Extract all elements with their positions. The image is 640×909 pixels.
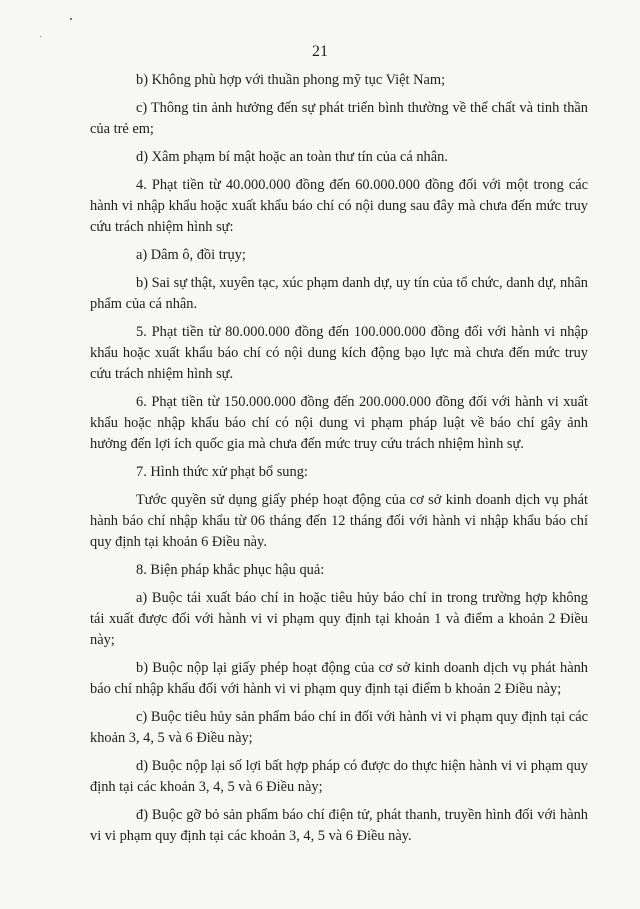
document-body: [90, 70, 588, 854]
paragraph: c) Buộc tiêu hủy sản phẩm báo chí in đối với hành vi vi phạm quy định tại các khoản 3, 4, 5 và 6 Điều này;: [90, 709, 588, 746]
paragraph: 5. Phạt tiền từ 80.000.000 đồng đến 100.000.000 đồng đối với hành vi nhập khẩu hoặc xuất khẩu báo chí có nội dung kích động bạo lực mà chưa đến mức truy cứu trách nhiệm hình sự.: [90, 324, 588, 382]
paragraph: 7. Hình thức xử phạt bổ sung:: [136, 464, 308, 480]
scan-speck: [70, 18, 72, 20]
paragraph: a) Dâm ô, đồi trụy;: [136, 247, 246, 263]
paragraph: 6. Phạt tiền từ 150.000.000 đồng đến 200.000.000 đồng đối với hành vi xuất khẩu hoặc nhập khẩu báo chí có nội dung vi phạm pháp luật về báo chí gây ảnh hưởng đến lợi ích quốc gia mà chưa đến mức truy cứu trách nhiệm hình sự.: [90, 394, 588, 452]
paragraph: b) Sai sự thật, xuyên tạc, xúc phạm danh dự, uy tín của tổ chức, danh dự, nhân phẩm của cá nhân.: [90, 275, 588, 312]
paragraph: đ) Buộc gỡ bỏ sản phẩm báo chí điện tử, phát thanh, truyền hình đối với hành vi vi phạm quy định tại các khoản 3, 4, 5 và 6 Điều này.: [90, 807, 588, 844]
page-number: 21: [312, 43, 328, 60]
scan-speck: [40, 36, 41, 37]
paragraph: d) Buộc nộp lại số lợi bất hợp pháp có được do thực hiện hành vi vi phạm quy định tại các khoản 3, 4, 5 và 6 Điều này;: [90, 758, 588, 795]
paragraph: d) Xâm phạm bí mật hoặc an toàn thư tín của cá nhân.: [136, 149, 448, 165]
paragraph: 4. Phạt tiền từ 40.000.000 đồng đến 60.000.000 đồng đối với một trong các hành vi nhập khẩu hoặc xuất khẩu báo chí có nội dung sau đây mà chưa đến mức truy cứu trách nhiệm hình sự:: [90, 177, 588, 235]
paragraph: a) Buộc tái xuất báo chí in hoặc tiêu hủy báo chí in trong trường hợp không tái xuất được đối với hành vi vi phạm quy định tại khoản 1 và điểm a khoản 2 Điều này;: [90, 590, 588, 648]
paragraph: 8. Biện pháp khắc phục hậu quả:: [136, 562, 325, 578]
paragraph: b) Buộc nộp lại giấy phép hoạt động của cơ sở kinh doanh dịch vụ phát hành báo chí nhập khẩu đối với hành vi vi phạm quy định tại điểm b khoản 2 Điều này;: [90, 660, 588, 697]
paragraph: b) Không phù hợp với thuần phong mỹ tục Việt Nam;: [136, 72, 446, 88]
paragraph: Tước quyền sử dụng giấy phép hoạt động của cơ sở kinh doanh dịch vụ phát hành báo chí nhập khẩu từ 06 tháng đến 12 tháng đối với hành vi nhập khẩu báo chí quy định tại khoản 6 Điều này.: [90, 492, 588, 550]
paragraph: c) Thông tin ảnh hưởng đến sự phát triển bình thường về thể chất và tinh thần của trẻ em;: [90, 100, 588, 137]
